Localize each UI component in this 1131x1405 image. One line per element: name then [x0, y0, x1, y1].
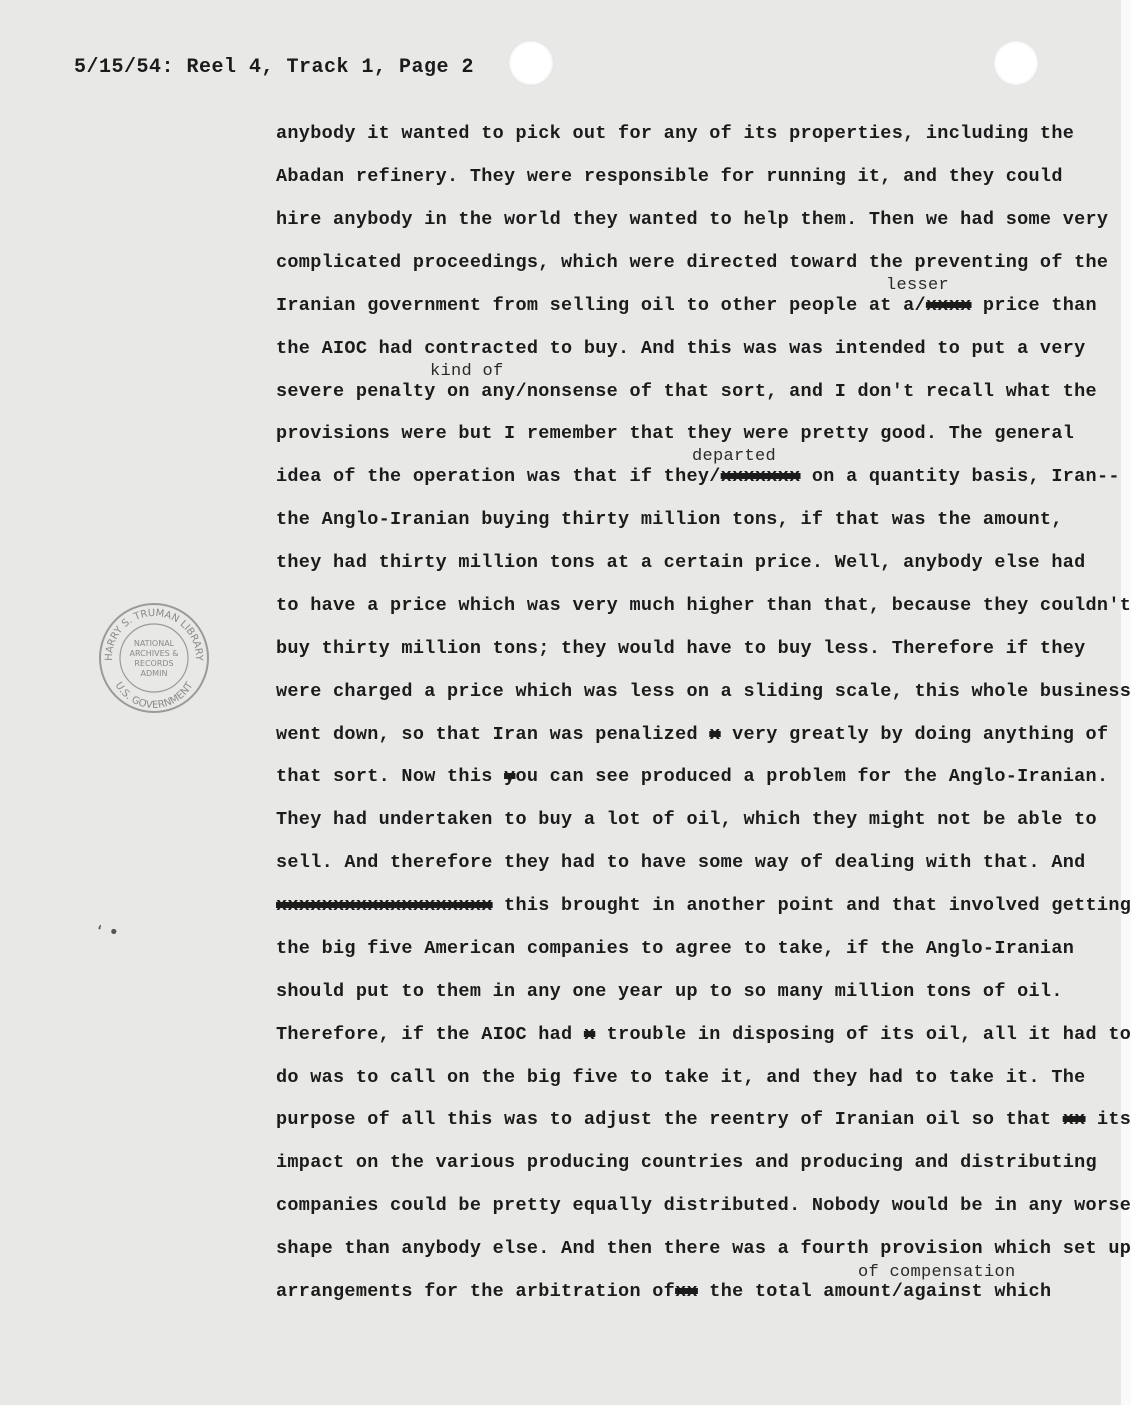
text-line: that sort. Now this you can see produced a problem for the Anglo-Iranian.	[276, 766, 1109, 787]
text-line: buy thirty million tons; they would have to buy less. Therefore if they	[276, 638, 1086, 659]
insertion-departed: departed	[692, 447, 777, 466]
punch-hole	[993, 40, 1039, 86]
stamp-center-line: RECORDS	[134, 659, 174, 668]
stamp-ring-bottom: U.S. GOVERNMENT	[112, 680, 196, 712]
stamp-center-line: ARCHIVES &	[129, 649, 179, 658]
text-line: companies could be pretty equally distributed. Nobody would be in any worse	[276, 1195, 1131, 1216]
insertion-lesser: lesser	[886, 276, 950, 295]
text-line: the Anglo-Iranian buying thirty million tons, if that was the amount,	[276, 509, 1063, 530]
text-line: provisions were but I remember that they were pretty good. The general	[276, 423, 1075, 444]
text-line: hire anybody in the world they wanted to help them. Then we had some very	[276, 209, 1109, 230]
text-line: shape than anybody else. And then there was a fourth provision which set up	[276, 1238, 1131, 1259]
text-line: Therefore, if the AIOC had x trouble in disposing of its oil, all it had to	[276, 1024, 1131, 1045]
stamp-ring-top: HARRY S. TRUMAN LIBRARY	[103, 607, 205, 661]
text-line: impact on the various producing countries and producing and distributing	[276, 1152, 1097, 1173]
page-header: 5/15/54: Reel 4, Track 1, Page 2	[74, 56, 475, 79]
punch-hole	[508, 40, 554, 86]
struck-text: xxxxxxx	[720, 466, 801, 487]
text-line: went down, so that Iran was penalized x very greatly by doing anything of	[276, 724, 1109, 745]
text-line: do was to call on the big five to take it, and they had to take it. The	[276, 1067, 1086, 1088]
stamp-center-line: NATIONAL	[133, 639, 175, 648]
struck-text: xx	[675, 1281, 698, 1302]
text-line: they had thirty million tons at a certain price. Well, anybody else had	[276, 552, 1086, 573]
text-line: Iranian government from selling oil to other people at a/xxxx price than	[276, 295, 1097, 316]
text-line: idea of the operation was that if they/xxxxxxx on a quantity basis, Iran--	[276, 466, 1120, 487]
struck-text: y	[504, 766, 516, 787]
struck-text: xxxx	[925, 295, 972, 316]
insertion-kind-of: kind of	[430, 362, 504, 381]
text-line: to have a price which was very much higher than that, because they couldn't	[276, 595, 1131, 616]
text-line: the AIOC had contracted to buy. And this was was intended to put a very	[276, 338, 1086, 359]
text-line: were charged a price which was less on a sliding scale, this whole business	[276, 681, 1131, 702]
archive-stamp	[98, 602, 210, 714]
text-line: purpose of all this was to adjust the reentry of Iranian oil so that xx its	[276, 1109, 1131, 1130]
text-line: Abadan refinery. They were responsible for running it, and they could	[276, 166, 1063, 187]
struck-text: xxxxxxxxxxxxxxxxxxx	[276, 895, 493, 916]
text-line: complicated proceedings, which were directed toward the preventing of the	[276, 252, 1109, 273]
insertion-of-compensation: of compensation	[858, 1263, 1016, 1282]
struck-text: xx	[1062, 1109, 1086, 1130]
text-line: arrangements for the arbitration ofxx the total amount/against which	[276, 1281, 1052, 1302]
stamp-center-line: ADMIN	[140, 669, 168, 678]
text-line: the big five American companies to agree to take, if the Anglo-Iranian	[276, 938, 1075, 959]
margin-mark: ‘ •	[97, 922, 120, 943]
text-line: xxxxxxxxxxxxxxxxxxx this brought in another point and that involved getting	[276, 895, 1131, 916]
text-line: anybody it wanted to pick out for any of its properties, including the	[276, 123, 1075, 144]
struck-text: x	[709, 724, 721, 745]
text-line: should put to them in any one year up to so many million tons of oil.	[276, 981, 1063, 1002]
text-line: sell. And therefore they had to have some way of dealing with that. And	[276, 852, 1086, 873]
text-line: They had undertaken to buy a lot of oil, which they might not be able to	[276, 809, 1097, 830]
text-line: severe penalty on any/nonsense of that sort, and I don't recall what the	[276, 381, 1097, 402]
struck-text: x	[583, 1024, 596, 1045]
